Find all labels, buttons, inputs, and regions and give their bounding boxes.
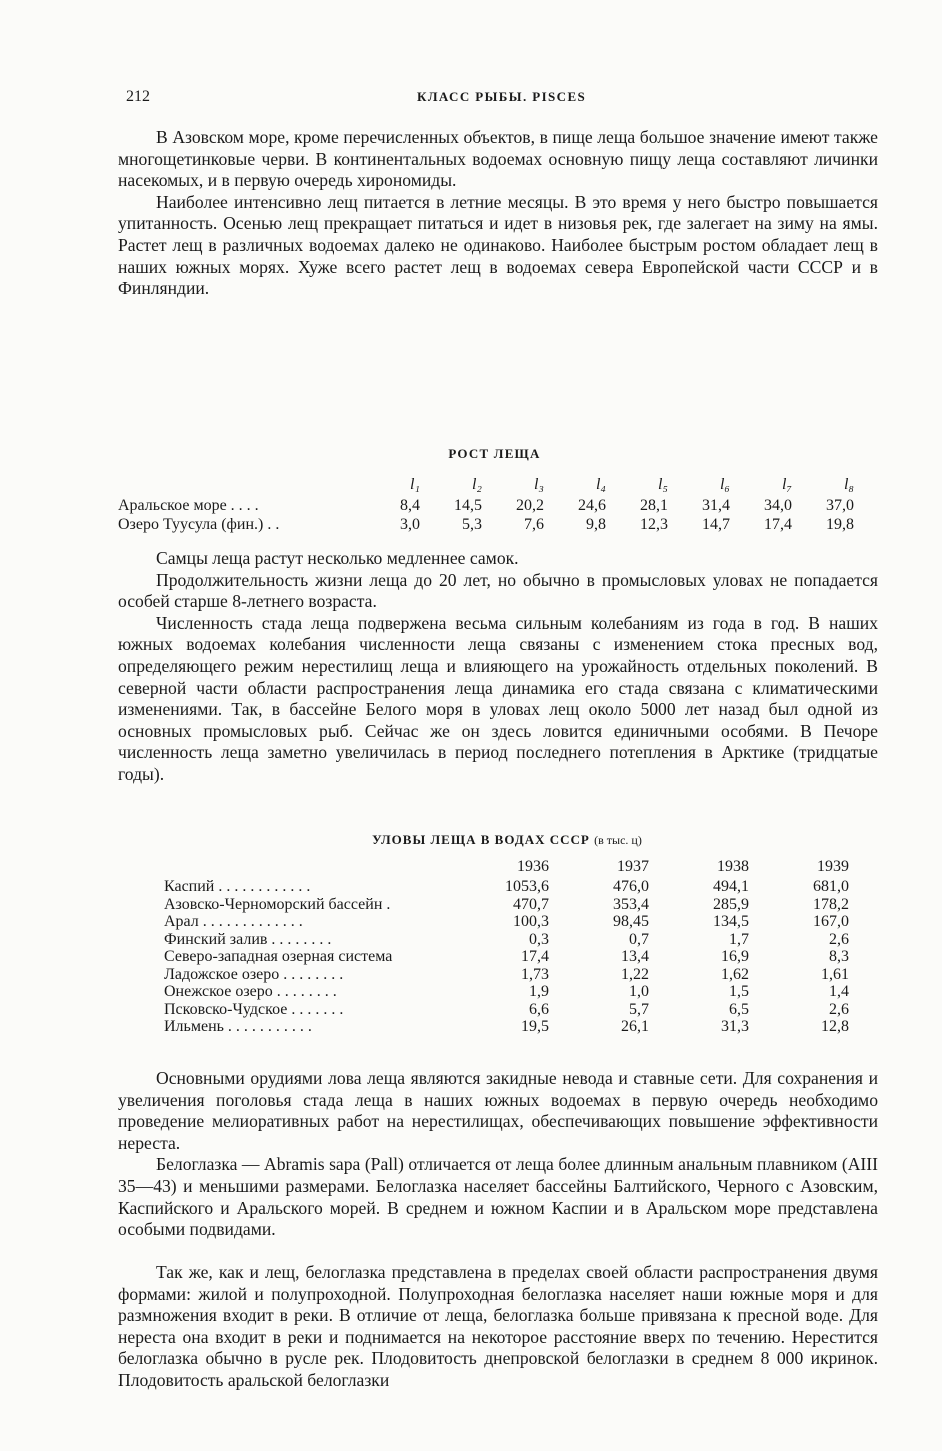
catch-table-unit: (в тыс. ц) <box>594 833 642 847</box>
table-cell: 1,61 <box>821 965 849 983</box>
column-header: l₇ <box>781 475 792 493</box>
table-cell: 14,5 <box>454 497 482 514</box>
column-header: l₄ <box>595 475 606 493</box>
growth-table-title: РОСТ ЛЕЩА <box>448 446 541 461</box>
table-cell: 98,45 <box>613 913 649 930</box>
row-label: Озеро Туусула (фин.) . . <box>118 516 280 533</box>
table-cell: 37,0 <box>826 497 854 514</box>
row-label: Онежское озеро . . . . . . . . <box>164 983 337 1000</box>
paragraph: Самцы леща растут несколько медленнее самок. <box>156 548 519 568</box>
column-header: l₂ <box>471 475 482 493</box>
paragraph: Наиболее интенсивно лещ питается в летние месяцы. В это время у него быстро повышается упитанность. Осенью лещ прекращает питаться и идет в низовья рек, где залегает на зиму на ямы. Растет лещ в различных водоемах далеко не одинаково. Наиболее быстрым ростом обладает лещ в наших южных морях. Хуже всего растет лещ в водоемах севера Европейской части СССР и в Финляндии. <box>118 191 878 299</box>
table-cell: 1,22 <box>621 965 649 983</box>
table-cell: 1,0 <box>629 983 649 1000</box>
page-number: 212 <box>126 88 150 105</box>
table-cell: 681,0 <box>813 878 849 895</box>
table-cell: 8,4 <box>400 497 420 514</box>
paragraph: Продолжительность жизни леща до 20 лет, но обычно в промысловых уловах не попадается особей старше 8-летнего возраста. <box>118 569 878 612</box>
paragraph: Белоглазка — Abramis sapa (Pall) отличается от леща более длинным анальным плавником (АIII 35—43) и меньшими размерами. Белоглазка населяет бассейны Балтийского, Черного с Азовским, Каспийского и Аральского морей. В среднем и южном Каспии и в Аральском море представлена особыми подвидами. <box>118 1154 878 1240</box>
paragraph: Так же, как и лещ, белоглазка представлена в пределах своей области распространения двумя формами: жилой и полупроходной. Полупроходная белоглазка населяет наши южные моря и для размножения входит в реки. В отличие от леща, белоглазка больше привязана к пресной воде. Для нереста она входит в реки и поднимается на некоторое расстояние вверх по течению. Нерестится белоглазка обычно в русле рек. Плодовитость днепровской белоглазки в среднем 8 000 икринок. Плодовитость аральской белоглазки <box>118 1262 878 1390</box>
table-row <box>118 496 854 515</box>
table-row <box>164 896 849 914</box>
column-header: l₅ <box>657 475 668 493</box>
row-label: Азовско-Черноморский бассейн . <box>164 895 391 913</box>
table-cell: 26,1 <box>621 1018 649 1035</box>
row-label: Северо-западная озерная система <box>164 948 393 965</box>
table-cell: 476,0 <box>613 878 649 895</box>
table-cell: 31,4 <box>702 497 730 514</box>
paragraph: Основными орудиями лова леща являются закидные невода и ставные сети. Для сохранения и увеличения поголовья стада леща в наших южных водоемах в первую очередь необходимо проведение мелиоративных работ на нерестилищах, обеспечивающих повышение эффективности нереста. <box>118 1068 878 1153</box>
column-header: 1939 <box>817 858 849 876</box>
catch-table-body <box>164 856 849 1036</box>
book-page <box>112 80 878 1390</box>
table-cell: 31,3 <box>721 1018 749 1035</box>
table-cell: 6,5 <box>729 1000 749 1018</box>
paragraph: В Азовском море, кроме перечисленных объектов, в пище леща большое значение имеют также многощетинковые черви. В континентальных водоемах основную пищу леща составляют личинки насекомых, и в первую очередь хирономиды. <box>118 127 878 191</box>
table-cell: 1,9 <box>529 983 549 1000</box>
row-label: Ильмень . . . . . . . . . . . <box>164 1018 312 1035</box>
table-cell: 34,0 <box>764 497 792 514</box>
catch-table-title <box>112 832 902 848</box>
table-cell: 2,6 <box>829 1000 849 1018</box>
table-cell: 19,8 <box>826 516 854 533</box>
table-row <box>164 948 849 966</box>
table-cell: 20,2 <box>516 497 544 514</box>
text-block-last <box>118 1262 878 1392</box>
row-label: Финский залив . . . . . . . . <box>164 930 332 948</box>
row-label: Ладожское озеро . . . . . . . . <box>164 965 344 983</box>
table-corner <box>164 856 449 878</box>
running-title: КЛАСС РЫБЫ. PISCES <box>417 89 587 104</box>
table-cell: 3,0 <box>400 516 420 533</box>
table-cell: 28,1 <box>640 497 668 514</box>
column-header: l₆ <box>719 475 730 493</box>
text-block-top <box>118 127 878 300</box>
table-cell: 5,7 <box>629 1000 649 1018</box>
table-cell: 494,1 <box>713 878 749 895</box>
table-cell: 0,3 <box>529 930 549 948</box>
growth-table <box>118 472 854 534</box>
table-cell: 14,7 <box>702 516 730 533</box>
table-cell: 0,7 <box>629 930 649 948</box>
table-cell: 178,2 <box>813 895 849 913</box>
table-corner <box>118 472 358 496</box>
table-cell: 12,8 <box>821 1018 849 1035</box>
table-header-row <box>118 472 854 496</box>
table-cell: 8,3 <box>829 948 849 965</box>
table-cell: 134,5 <box>713 913 749 930</box>
table-cell: 6,6 <box>529 1000 549 1018</box>
table-cell: 167,0 <box>813 913 849 930</box>
table-cell: 100,3 <box>513 913 549 930</box>
table-cell: 470,7 <box>513 895 549 913</box>
table-row <box>164 966 849 984</box>
table-row <box>164 1001 849 1019</box>
table-cell: 17,4 <box>521 948 549 965</box>
column-header: l₈ <box>843 475 854 493</box>
table-cell: 1,5 <box>729 983 749 1000</box>
table-cell: 12,3 <box>640 516 668 533</box>
table-row <box>164 878 849 896</box>
text-block-bottom <box>118 1068 878 1241</box>
column-header: 1936 <box>517 858 549 876</box>
column-header: 1938 <box>717 858 749 876</box>
paragraph: Численность стада леща подвержена весьма сильным колебаниям из года в год. В наших южных водоемах колебания численности леща связаны с изменением стока пресных вод, определяющего режим нерестилищ леща и влияющего на урожайность отдельных поколений. В северной части области распространения леща динамика его стада связана с климатическими изменениями. Так, в бассейне Белого моря в уловах лещ около 5000 лет назад был одной из основных промысловых рыб. Сейчас же он здесь ловится единичными особями. В Печоре численность леща заметно увеличилась в период последнего потепления в Арктике (тридцатые годы). <box>118 612 878 784</box>
table-header-row <box>164 856 849 878</box>
column-header: l₁ <box>409 475 420 493</box>
row-label: Аральское море . . . . <box>118 497 259 514</box>
table-row <box>164 1018 849 1036</box>
table-row <box>118 515 854 534</box>
table-row <box>164 931 849 949</box>
table-cell: 13,4 <box>621 948 649 965</box>
table-cell: 1,7 <box>729 930 749 948</box>
table-cell: 19,5 <box>521 1018 549 1035</box>
table-cell: 7,6 <box>524 516 544 533</box>
table-cell: 1053,6 <box>505 878 549 895</box>
catch-table <box>164 856 849 1036</box>
table-cell: 17,4 <box>764 516 792 533</box>
row-label: Арал . . . . . . . . . . . . . <box>164 913 303 930</box>
table-cell: 5,3 <box>462 516 482 533</box>
table-cell: 2,6 <box>829 930 849 948</box>
table-cell: 1,4 <box>829 983 849 1000</box>
column-header: 1937 <box>617 858 649 876</box>
row-label: Псковско-Чудское . . . . . . . <box>164 1000 344 1018</box>
text-block-mid <box>118 548 878 786</box>
row-label: Каспий . . . . . . . . . . . . <box>164 878 311 895</box>
catch-table-title-text: УЛОВЫ ЛЕЩА В ВОДАХ СССР <box>372 832 590 847</box>
table-cell: 353,4 <box>613 895 649 913</box>
table-cell: 24,6 <box>578 497 606 514</box>
table-cell: 1,73 <box>521 965 549 983</box>
table-cell: 1,62 <box>721 965 749 983</box>
column-header: l₃ <box>533 475 544 493</box>
table-cell: 285,9 <box>713 895 749 913</box>
table-row <box>164 983 849 1001</box>
table-cell: 16,9 <box>721 948 749 965</box>
page-header <box>112 80 877 106</box>
table-row <box>164 913 849 931</box>
table-cell: 9,8 <box>586 516 606 533</box>
